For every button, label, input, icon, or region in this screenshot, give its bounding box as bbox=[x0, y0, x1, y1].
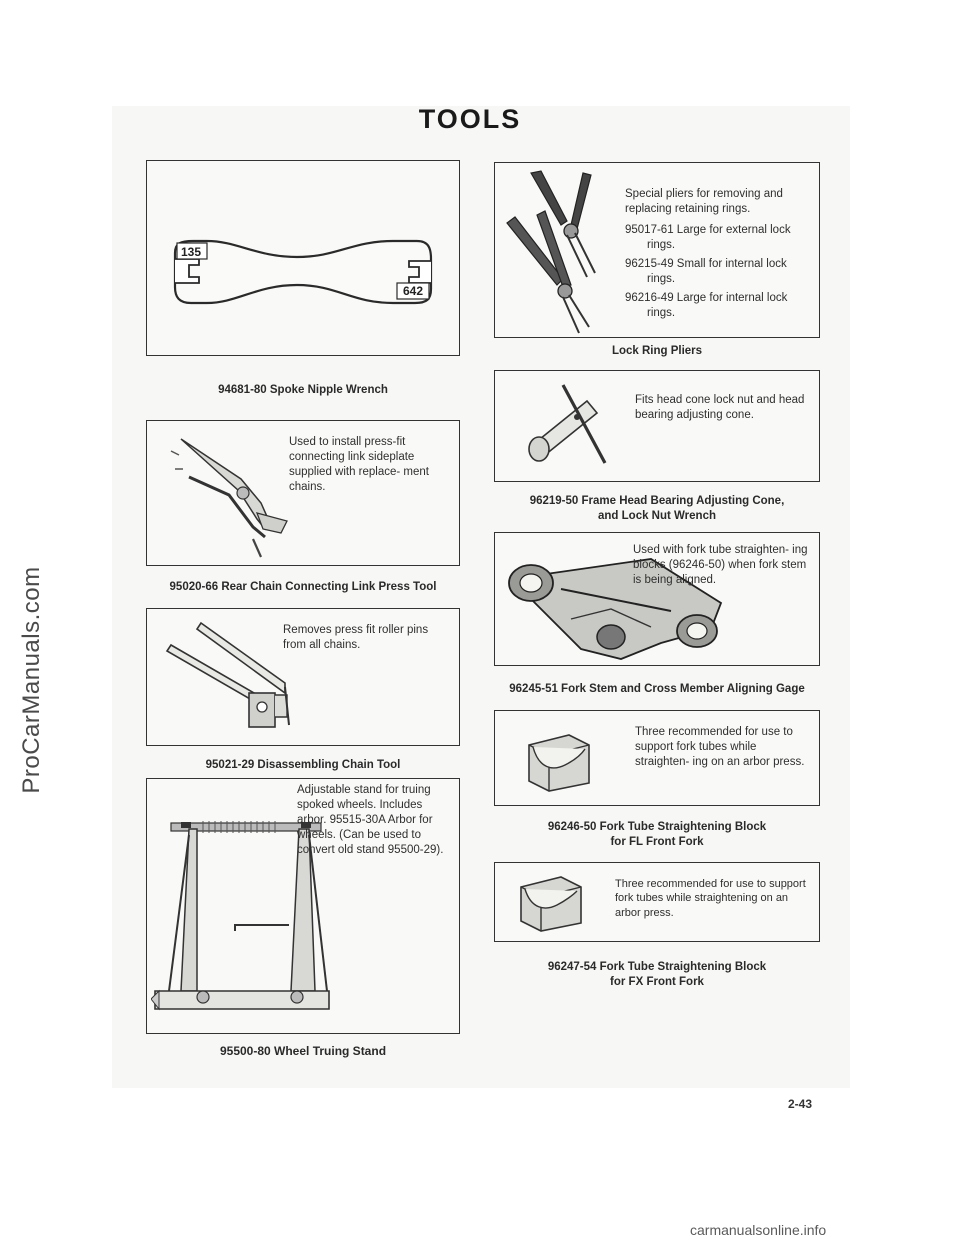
head-wrench-caption-line2: and Lock Nut Wrench bbox=[598, 509, 716, 522]
link-press-box bbox=[146, 420, 460, 566]
fx-block-illustration bbox=[515, 871, 591, 935]
page-number: 2-43 bbox=[788, 1097, 813, 1111]
link-press-description: Used to install press-fit connecting link sideplate supplied with replace- ment chains. bbox=[289, 436, 429, 493]
fx-block-caption-line2: for FX Front Fork bbox=[610, 975, 704, 988]
link-press-caption: 95020-66 Rear Chain Connecting Link Press Tool bbox=[169, 581, 437, 593]
wrench-size-642: 642 bbox=[403, 284, 424, 298]
fl-block-description: Three recommended for use to support fork tubes while straighten- ing on an arbor press. bbox=[635, 726, 805, 768]
page-title: TOOLS bbox=[418, 104, 522, 134]
footer-watermark: carmanualsonline.info bbox=[690, 1222, 827, 1238]
spoke-wrench-box bbox=[146, 160, 460, 356]
truing-stand-box bbox=[146, 778, 460, 1034]
spoke-wrench-caption: 94681-80 Spoke Nipple Wrench bbox=[218, 384, 388, 396]
side-watermark-text: ProCarManuals.com bbox=[18, 566, 45, 794]
head-wrench-box bbox=[494, 370, 820, 482]
pliers-illustration bbox=[501, 167, 625, 335]
fl-block-box bbox=[494, 710, 820, 806]
pliers-intro: Special pliers for removing and replacing retaining rings. bbox=[625, 188, 783, 215]
fl-block-caption-line1: 96246-50 Fork Tube Straightening Block bbox=[547, 821, 767, 833]
pliers-box bbox=[494, 162, 820, 338]
pliers-description bbox=[625, 187, 811, 325]
fx-block-caption-line1: 96247-54 Fork Tube Straightening Block bbox=[547, 961, 767, 973]
fl-block-illustration bbox=[523, 725, 603, 795]
fork-gage-caption: 96245-51 Fork Stem and Cross Member Aligning Gage bbox=[509, 683, 805, 695]
fx-block-box bbox=[494, 862, 820, 942]
link-press-illustration bbox=[169, 429, 299, 561]
fx-block-caption bbox=[494, 960, 820, 990]
fl-block-caption-line2: for FL Front Fork bbox=[610, 835, 704, 848]
chain-tool-box bbox=[146, 608, 460, 746]
chain-tool-description: Removes press fit roller pins from all chains. bbox=[283, 624, 429, 651]
fx-block-description: Three recommended for use to support fork tubes while straightening on an arbor press. bbox=[615, 878, 806, 919]
fork-gage-box bbox=[494, 532, 820, 666]
head-wrench-caption-line1: 96219-50 Frame Head Bearing Adjusting Cone, bbox=[529, 495, 785, 507]
pliers-item-2: 96215-49 Small for internal lock rings. bbox=[625, 257, 787, 285]
fork-gage-description: Used with fork tube straighten- ing blocks (96246-50) when fork stem is being aligned. bbox=[633, 544, 808, 586]
side-watermark bbox=[14, 380, 50, 980]
truing-stand-description: Adjustable stand for truing spoked wheels. Includes arbor. 95515-30A Arbor for wheels. (Can be used to convert old stand 95500-29). bbox=[297, 784, 444, 856]
pliers-caption: Lock Ring Pliers bbox=[611, 345, 703, 357]
head-wrench-caption bbox=[494, 494, 820, 524]
pliers-item-1: 95017-61 Large for external lock rings. bbox=[625, 223, 791, 251]
chain-tool-caption: 95021-29 Disassembling Chain Tool bbox=[205, 759, 401, 771]
wrench-size-135: 135 bbox=[181, 245, 202, 259]
fl-block-caption bbox=[494, 820, 820, 850]
head-wrench-illustration bbox=[515, 379, 625, 477]
truing-stand-caption: 95500-80 Wheel Truing Stand bbox=[219, 1044, 387, 1058]
pliers-item-3: 96216-49 Large for internal lock rings. bbox=[625, 291, 788, 319]
head-wrench-description: Fits head cone lock nut and head bearing adjusting cone. bbox=[635, 394, 805, 421]
